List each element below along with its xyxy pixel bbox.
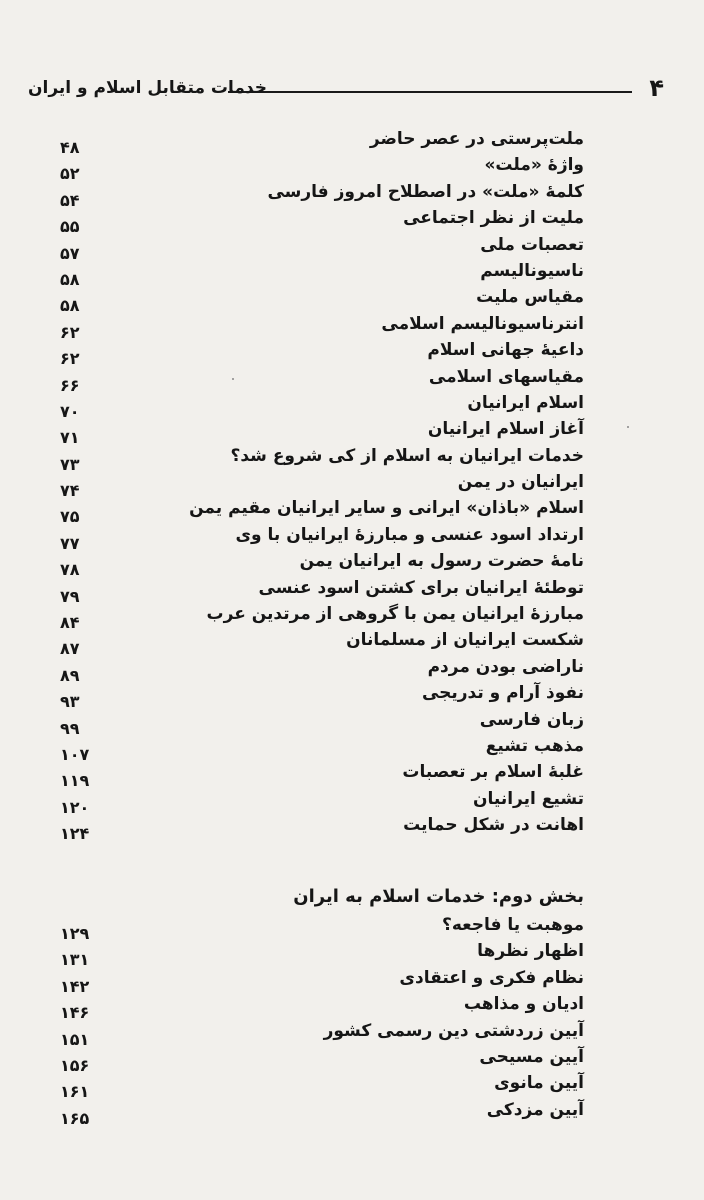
- toc-entry-title: خدمات ایرانیان به اسلام از کی شروع شد؟: [230, 445, 584, 466]
- toc-entry: [60, 126, 584, 157]
- toc-entry-page-number: ۸۴: [60, 613, 80, 633]
- toc-entry-title: ناسیونالیسم: [480, 260, 584, 281]
- toc-entry: [60, 390, 584, 421]
- toc-entry-title: نامهٔ حضرت رسول به ایرانیان یمن: [299, 551, 584, 572]
- running-title: خدمات متقابل اسلام و ایران: [28, 78, 267, 98]
- toc-entry: [60, 179, 584, 210]
- toc-entry: [60, 364, 584, 395]
- toc-entry-page-number: ۵۸: [60, 296, 80, 316]
- toc-entry: [60, 912, 584, 943]
- toc-entry-title: اسلام «باذان» ایرانی و سایر ایرانیان مقیم یمن: [189, 498, 584, 519]
- toc-entry: [60, 965, 584, 996]
- toc-entry: [60, 443, 584, 474]
- toc-entry-page-number: ۱۴۶: [60, 1003, 90, 1023]
- toc-entry-title: آیین مانوی: [494, 1073, 584, 1094]
- toc-entry-title: مذهب تشیع: [485, 735, 584, 756]
- toc-entry: [60, 416, 584, 448]
- toc-entry-page-number: ۹۳: [60, 692, 80, 712]
- toc-entry-title: ادیان و مذاهب: [463, 994, 584, 1015]
- toc-entry-page-number: ۱۲۹: [60, 924, 90, 943]
- toc-entry-title: غلبهٔ اسلام بر تعصبات: [402, 762, 584, 783]
- toc-entry-page-number: ۶۲: [60, 322, 80, 342]
- toc-entry-title: توطئهٔ ایرانیان برای کشتن اسود عنسی: [258, 577, 584, 598]
- toc-entry-page-number: ۷۸: [60, 560, 80, 580]
- toc-entry-title: ناراضی بودن مردم: [427, 656, 584, 677]
- toc-entry-title: مقیاس ملیت: [476, 287, 584, 308]
- toc-entry: [60, 1070, 584, 1102]
- paper-speck: [232, 378, 234, 380]
- toc-entry-title: داعیهٔ جهانی اسلام: [427, 340, 584, 361]
- toc-entry-title: ملت‌پرستی در عصر حاضر: [369, 129, 584, 149]
- toc-entry-title: شکست ایرانیان از مسلمانان: [346, 630, 584, 651]
- toc-entry-page-number: ۹۹: [60, 718, 80, 738]
- toc-entry-title: زبان فارسی: [479, 709, 584, 730]
- toc-entry-page-number: ۱۱۹: [60, 771, 90, 791]
- toc-entry: [60, 733, 584, 764]
- toc-entry: [60, 991, 584, 1023]
- toc-entry-page-number: ۷۷: [60, 533, 80, 553]
- toc-entry-title: انترناسیونالیسم اسلامی: [381, 313, 584, 334]
- toc-entry: [60, 258, 584, 289]
- toc-entry-title: تعصبات ملی: [480, 234, 584, 255]
- toc-entry-title: نفوذ آرام و تدریجی: [421, 683, 584, 704]
- toc-entry: [60, 601, 584, 633]
- part-two-entries: [60, 912, 584, 1128]
- toc-entry-page-number: ۸۷: [60, 639, 80, 659]
- toc-entry-page-number: ۷۱: [60, 428, 80, 448]
- toc-entry-page-number: ۷۹: [60, 586, 80, 606]
- toc-entry-page-number: ۵۵: [60, 217, 80, 237]
- toc-entry: [60, 575, 584, 606]
- toc-entry-page-number: ۱۵۶: [60, 1055, 90, 1075]
- toc-entry: [60, 152, 584, 184]
- page-header: [28, 74, 664, 110]
- toc-entry-title: مبارزهٔ ایرانیان یمن با گروهی از مرتدین عرب: [206, 604, 584, 625]
- toc-entry: [60, 337, 584, 369]
- toc-entry: [60, 938, 584, 970]
- toc-entry: [60, 1044, 584, 1075]
- toc-entry-page-number: ۷۴: [60, 481, 80, 501]
- header-rule: [228, 91, 632, 93]
- toc-entry-title: اظهار نظرها: [477, 941, 584, 962]
- toc-entry-page-number: ۴۸: [60, 138, 80, 157]
- toc-entry: [60, 627, 584, 659]
- toc-entry: [60, 284, 584, 316]
- part-two-section: [60, 882, 584, 1128]
- toc-entry: [60, 495, 584, 527]
- part-two-heading: بخش دوم: خدمات اسلام به ایران: [293, 886, 584, 907]
- toc-entry: [60, 205, 584, 237]
- toc-entry-page-number: ۱۶۵: [60, 1108, 90, 1128]
- toc-entry: [60, 786, 584, 817]
- paper-speck: [627, 426, 629, 428]
- toc-entry: [60, 759, 584, 791]
- toc-entry-page-number: ۵۸: [60, 269, 80, 289]
- toc-entry-page-number: ۱۶۱: [60, 1082, 90, 1102]
- toc-entry-title: موهبت یا فاجعه؟: [441, 915, 584, 935]
- toc-entry-title: اسلام ایرانیان: [467, 392, 584, 413]
- toc-entry-title: آیین مزدکی: [486, 1099, 584, 1120]
- toc-entry-title: ارتداد اسود عنسی و مبارزهٔ ایرانیان با وی: [235, 524, 584, 545]
- toc-entry: [60, 812, 584, 844]
- toc-entry-page-number: ۵۲: [60, 164, 80, 184]
- toc-entry-page-number: ۵۴: [60, 190, 80, 210]
- toc-entry: [60, 232, 584, 263]
- toc-entry-title: آغاز اسلام ایرانیان: [427, 419, 584, 440]
- toc-entry: [60, 311, 584, 342]
- toc-entry-page-number: ۷۰: [60, 401, 80, 421]
- toc-entry-page-number: ۷۳: [60, 454, 80, 474]
- toc-entry-page-number: ۷۵: [60, 507, 80, 527]
- toc-entry: [60, 680, 584, 712]
- toc-entry-title: واژهٔ «ملت»: [484, 155, 584, 176]
- toc-entry-title: نظام فکری و اعتقادی: [399, 967, 584, 988]
- toc-entry-title: مقیاسهای اسلامی: [428, 366, 584, 387]
- toc-entry-page-number: ۱۳۱: [60, 950, 90, 970]
- page-number: ۴: [649, 74, 664, 102]
- toc-entry-page-number: ۱۲۰: [60, 797, 90, 817]
- toc-entry: [60, 522, 584, 553]
- toc-entry-title: کلمهٔ «ملت» در اصطلاح امروز فارسی: [267, 181, 584, 202]
- table-of-contents: [60, 126, 584, 844]
- toc-entry-title: آیین مسیحی: [479, 1046, 584, 1067]
- toc-entry: [60, 1097, 584, 1128]
- toc-entry-title: ایرانیان در یمن: [457, 472, 584, 493]
- toc-entry: [60, 1018, 584, 1049]
- toc-entry-title: ملیت از نظر اجتماعی: [403, 208, 584, 229]
- toc-entry-page-number: ۱۵۱: [60, 1029, 90, 1049]
- toc-entry: [60, 707, 584, 738]
- toc-entry-page-number: ۱۰۷: [60, 744, 90, 764]
- toc-entry-page-number: ۵۷: [60, 243, 80, 263]
- toc-entry-title: تشیع ایرانیان: [473, 788, 584, 809]
- toc-entry-page-number: ۱۴۲: [60, 976, 90, 996]
- toc-entry-title: آیین زردشتی دین رسمی کشور: [323, 1020, 584, 1041]
- toc-entry-page-number: ۸۹: [60, 665, 80, 685]
- toc-entry-page-number: ۶۲: [60, 349, 80, 369]
- toc-entry-page-number: ۶۶: [60, 375, 80, 395]
- toc-entry: [60, 548, 584, 580]
- toc-entry-title: اهانت در شکل حمایت: [403, 815, 584, 836]
- toc-entry-page-number: ۱۲۴: [60, 824, 90, 844]
- toc-entry: [60, 654, 584, 685]
- toc-entry: [60, 469, 584, 501]
